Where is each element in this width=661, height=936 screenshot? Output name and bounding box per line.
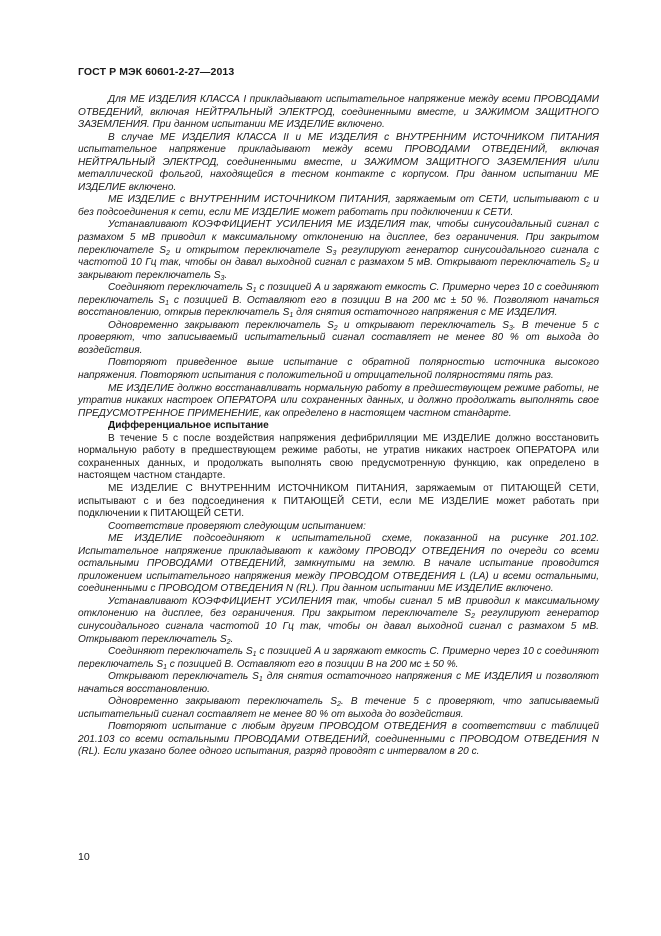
paragraph: Повторяют приведенное выше испытание с обратной полярностью источника высокого напряжения. Повторяют испытания с положительной и отрицательной полярностями пять раз. — [78, 357, 599, 382]
paragraph: Соответствие проверяют следующим испытанием: — [108, 520, 366, 532]
paragraph: МЕ ИЗДЕЛИЕ С ВНУТРЕННИМ ИСТОЧНИКОМ ПИТАНИЯ, заряжаемым от ПИТАЮЩЕЙ СЕТИ, испытывают с и без подсоединения к ПИТАЮЩЕЙ СЕТИ, если МЕ ИЗДЕЛИЕ может работать при подключении к ПИТАЮЩЕЙ СЕТИ. — [78, 482, 599, 520]
standard-header: ГОСТ Р МЭК 60601-2-27—2013 — [78, 66, 235, 78]
section-heading: Дифференциальное испытание — [108, 420, 269, 432]
paragraph: Для МЕ ИЗДЕЛИЯ КЛАССА I прикладывают испытательное напряжение между всеми ПРОВОДАМИ ОТВЕДЕНИЙ, включая НЕЙТРАЛЬНЫЙ ЭЛЕКТРОД, соединенными вместе, и ЗАЖИМОМ ЗАЩИТНОГО ЗАЗЕМЛЕНИЯ. При данном испытании МЕ ИЗДЕЛИЕ включено. — [78, 94, 599, 131]
paragraph: В случае МЕ ИЗДЕЛИЯ КЛАССА II и МЕ ИЗДЕЛИЯ с ВНУТРЕННИМ ИСТОЧНИКОМ ПИТАНИЯ испытательное напряжение прикладывают между всеми ПРОВОДАМИ ОТВЕДЕНИЙ, включая НЕЙТРАЛЬНЫЙ ЭЛЕКТРОД, соединенными вместе, и ЗАЖИМОМ ЗАЩИТНОГО ЗАЗЕМЛЕНИЯ и/или металлической фольгой, находящейся в тесном контакте с корпусом. При данном испытании МЕ ИЗДЕЛИЕ включено. — [78, 131, 599, 193]
paragraph: Устанавливают КОЭФФИЦИЕНТ УСИЛЕНИЯ МЕ ИЗДЕЛИЯ так, чтобы синусоидальный сигнал с размахом 5 мВ приводил к максимальному отклонению на дисплее, без ограничения. При закрытом переключателе $S_2$ и открытом переключателе $S_3$ регулируют генератор синусоидального сигнала с частотой 10 Гц так, чтобы он давал выходной сигнал с размахом 5 мВ. Открывают переключатель $S_2$ и закрывают переключатель $S_3$. — [78, 219, 600, 282]
paragraph: Повторяют испытание с любым другим ПРОВОДОМ ОТВЕДЕНИЯ в соответствии с таблицей 201.103 со всеми остальными ПРОВОДАМИ ОТВЕДЕНИЙ, соединенными с ПРОВОДОМ ОТВЕДЕНИЯ N (RL). Если указано более одного испытания, разряд проводят с интервалом в 20 с. — [78, 721, 599, 758]
paragraph: Открывают переключатель $S_1$ для снятия остаточного напряжения с МЕ ИЗДЕЛИЯ и позволяют начаться восстановлению. — [78, 671, 599, 695]
paragraph: Соединяют переключатель $S_1$ с позицией А и заряжают емкость С. Примерно через 10 с соединяют переключатель $S_1$ с позицией В. Оставляют его в позиции В на 200 мс ± 50 %. Позволяют начаться восстановлению, открыв переключатель $S_1$ для снятия остаточного напряжения с МЕ ИЗДЕЛИЯ. — [78, 282, 599, 320]
paragraph: Устанавливают КОЭФФИЦИЕНТ УСИЛЕНИЯ так, чтобы сигнал 5 мВ приводил к максимальному отклонению на дисплее, без ограничения. При закрытом переключателе $S_2$ регулируют генератор синусоидального сигнала частотой 10 Гц так, чтобы он давал выходной сигнал с размахом 5 мВ. Открывают переключатель $S_2$. — [78, 595, 599, 646]
paragraph: Одновременно закрывают переключатель $S_2$. В течение 5 с проверяют, что записываемый испытательный сигнал составляет не менее 80 % от выхода до воздействия. — [78, 696, 599, 720]
paragraph: МЕ ИЗДЕЛИЕ должно восстанавливать нормальную работу в предшествующем режиме работы, не утратив никаких настроек ОПЕРАТОРА или сохраненных данных, и должно продолжать выполнять свое ПРЕДУСМОТРЕННОЕ ПРИМЕНЕНИЕ, как определено в настоящем частном стандарте. — [78, 382, 599, 419]
page-number: 10 — [78, 851, 90, 863]
document-body — [78, 94, 599, 759]
paragraph: МЕ ИЗДЕЛИЕ подсоединяют к испытательной схеме, показанной на рисунке 201.102. Испытательное напряжение прикладывают к каждому ПРОВОДУ ОТВЕДЕНИЯ по очереди со всеми остальными ПРОВОДАМИ ОТВЕДЕНИЙ, замкнутыми на землю. В начале испытание проводится приложением испытательного напряжения между ПРОВОДОМ ОТВЕДЕНИЯ L (LA) и всеми остальными, соединенными с ПРОВОДОМ ОТВЕДЕНИЯ N (RL). При данном испытании МЕ ИЗДЕЛИЕ включено. — [78, 533, 599, 595]
paragraph: В течение 5 с после воздействия напряжения дефибрилляции МЕ ИЗДЕЛИЕ должно восстановить нормальную работу в предшествующем режиме работы, не утратив никаких настроек ОПЕРАТОРА или сохраненных данных, и продолжать выполнять свою предусмотренную функцию, как определено в настоящем частном стандарте. — [78, 432, 599, 482]
paragraph: Одновременно закрывают переключатель $S_2$ и открывают переключатель $S_3$. В течение 5 с проверяют, что записываемый испытательный сигнал составляет не менее 80 % от выхода до воздействия. — [78, 319, 599, 356]
paragraph: Соединяют переключатель $S_1$ с позицией А и заряжают емкость С. Примерно через 10 с соединяют переключатель $S_1$ с позицией В. Оставляют его в позиции В на 200 мс ± 50 %. — [78, 646, 599, 671]
paragraph: МЕ ИЗДЕЛИЕ с ВНУТРЕННИМ ИСТОЧНИКОМ ПИТАНИЯ, заряжаемым от СЕТИ, испытывают с и без подсоединения к сети, если МЕ ИЗДЕЛИЕ может работать при подключении к СЕТИ. — [78, 194, 599, 218]
